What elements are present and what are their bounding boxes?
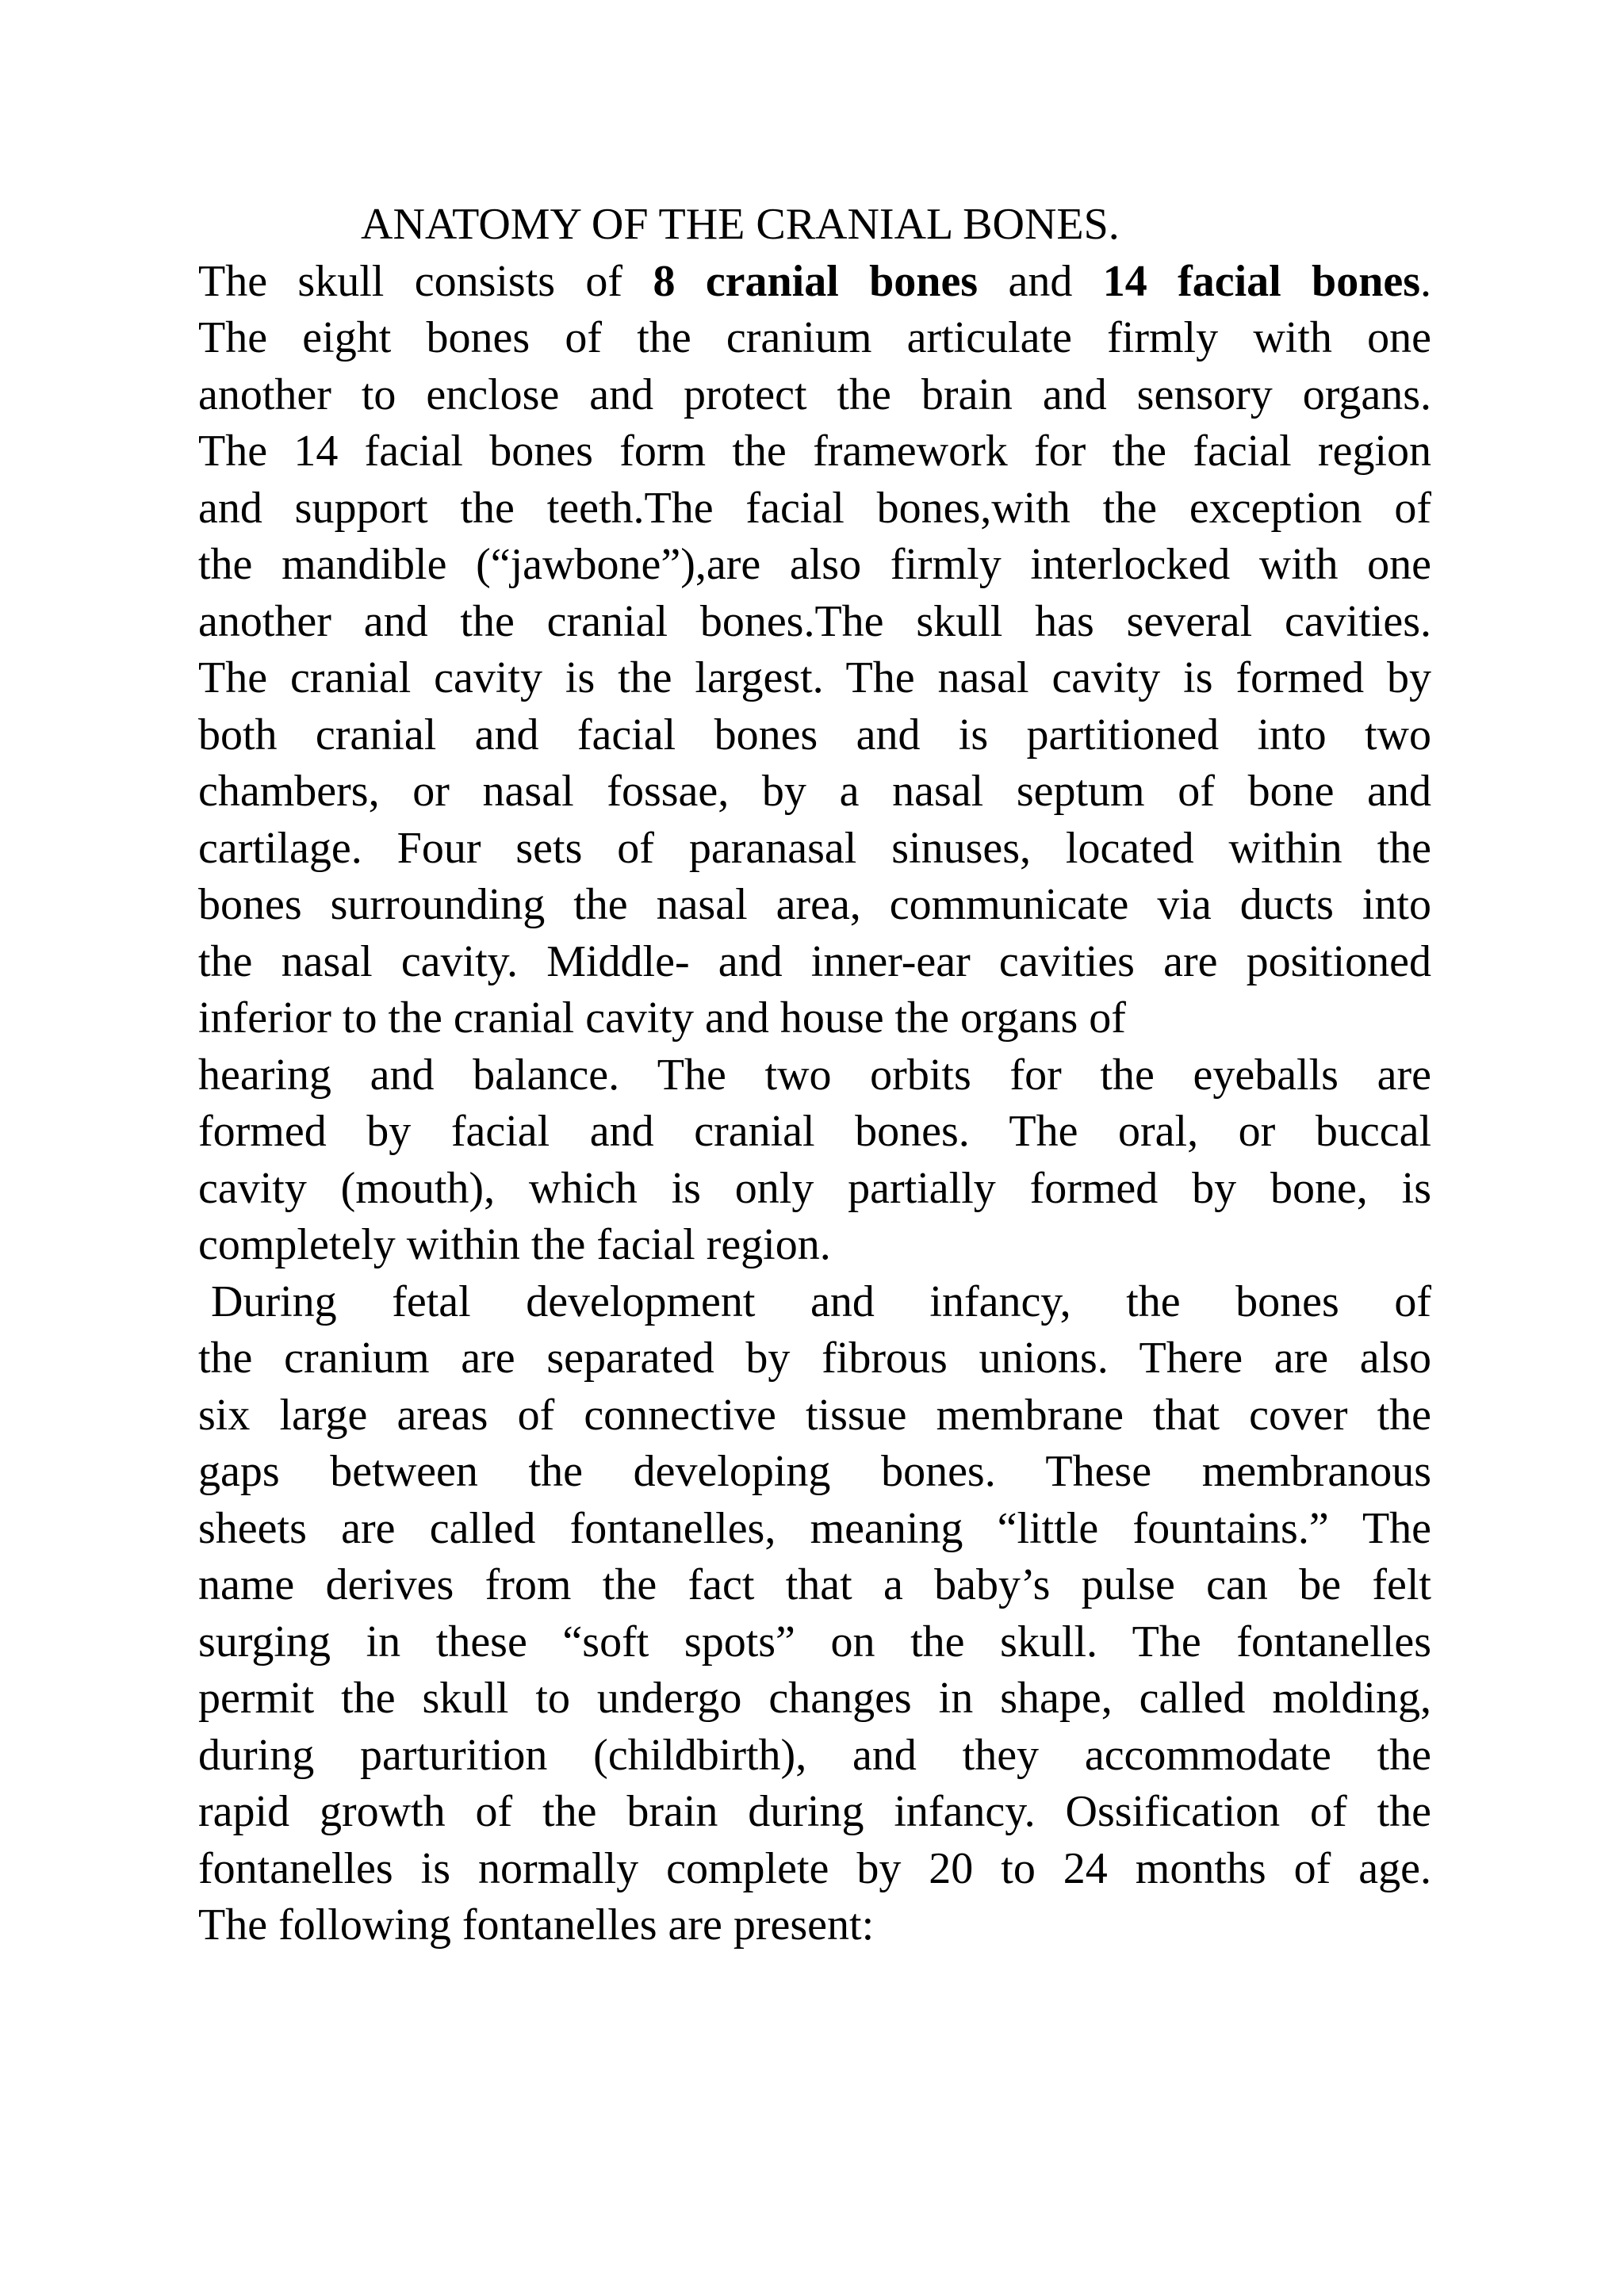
text-line: the cranium are separated by fibrous unions. There are also	[198, 1334, 1431, 1383]
text-line: another to enclose and protect the brain and sensory organs.	[198, 369, 1431, 419]
paragraph-skull-overview	[198, 254, 1431, 1274]
text-line: permit the skull to undergo changes in shape, called molding,	[198, 1674, 1431, 1723]
text-line: hearing and balance. The two orbits for the eyeballs are	[198, 1050, 1431, 1100]
text-line: gaps between the developing bones. These membranous	[198, 1447, 1431, 1496]
bold-cranial-bones: 8 cranial bones	[653, 256, 979, 306]
text-line: bones surrounding the nasal area, communicate via ducts into	[198, 880, 1431, 929]
text-line: cavity (mouth), which is only partially formed by bone, is	[198, 1163, 1431, 1213]
text-line: name derives from the fact that a baby’s pulse can be felt	[198, 1560, 1431, 1609]
paragraph-fontanelles	[198, 1274, 1431, 1954]
text-line: fontanelles is normally complete by 20 to 24 months of age.	[198, 1843, 1431, 1893]
text-line: inferior to the cranial cavity and house the organs of	[198, 993, 1126, 1043]
text-line: chambers, or nasal fossae, by a nasal septum of bone and	[198, 767, 1431, 816]
bold-facial-bones: 14 facial bones	[1102, 256, 1420, 306]
text-line: and support the teeth.The facial bones,with the exception of	[198, 483, 1431, 533]
text-line: surging in these “soft spots” on the skull. The fontanelles	[198, 1617, 1431, 1667]
text-line: The eight bones of the cranium articulate firmly with one	[198, 313, 1431, 362]
text-line: during parturition (childbirth), and they accommodate the	[198, 1730, 1431, 1780]
text-line: The 14 facial bones form the framework for the facial region	[198, 427, 1431, 476]
text-line: The following fontanelles are present:	[198, 1900, 875, 1950]
text-line: cartilage. Four sets of paranasal sinuses, located within the	[198, 823, 1431, 873]
text-line: the nasal cavity. Middle- and inner-ear cavities are positioned	[198, 936, 1431, 986]
text-line: the mandible (“jawbone”),are also firmly interlocked with one	[198, 540, 1431, 589]
text-line: The skull consists of 8 cranial bones and 14 facial bones.	[198, 256, 1431, 306]
text-line: both cranial and facial bones and is partitioned into two	[198, 710, 1431, 760]
text-line: sheets are called fontanelles, meaning “little fountains.” The	[198, 1503, 1431, 1553]
text-line: The cranial cavity is the largest. The nasal cavity is formed by	[198, 653, 1431, 702]
document-body	[198, 197, 1431, 1954]
text-line: six large areas of connective tissue membrane that cover the	[198, 1390, 1431, 1440]
text-line: completely within the facial region.	[198, 1220, 831, 1269]
text-line: rapid growth of the brain during infancy. Ossification of the	[198, 1787, 1431, 1836]
text-line: another and the cranial bones.The skull has several cavities.	[198, 596, 1431, 646]
document-title: ANATOMY OF THE CRANIAL BONES.	[361, 200, 1120, 249]
text-line: During fetal development and infancy, the bones of	[211, 1276, 1431, 1326]
text-line: formed by facial and cranial bones. The oral, or buccal	[198, 1107, 1431, 1156]
